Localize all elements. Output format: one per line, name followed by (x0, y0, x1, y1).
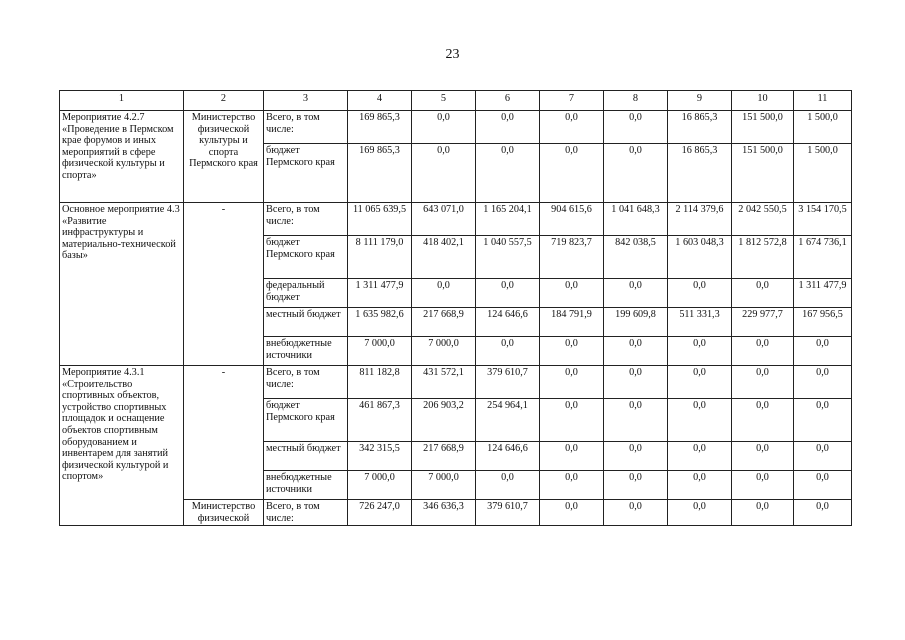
value-cell: 1 311 477,9 (348, 279, 412, 308)
value-cell: 0,0 (794, 399, 852, 442)
value-cell: 0,0 (732, 279, 794, 308)
value-cell: 0,0 (794, 471, 852, 500)
header-cell: 7 (540, 91, 604, 111)
value-cell: 0,0 (732, 366, 794, 399)
funding-source: Всего, в том числе: (264, 111, 348, 144)
value-cell: 1 635 982,6 (348, 308, 412, 337)
value-cell: 0,0 (732, 337, 794, 366)
value-cell: 0,0 (540, 111, 604, 144)
value-cell: 0,0 (732, 471, 794, 500)
value-cell: 254 964,1 (476, 399, 540, 442)
header-cell: 1 (60, 91, 184, 111)
funding-source: федеральный бюджет (264, 279, 348, 308)
value-cell: 431 572,1 (412, 366, 476, 399)
header-cell: 4 (348, 91, 412, 111)
value-cell: 206 903,2 (412, 399, 476, 442)
value-cell: 0,0 (732, 399, 794, 442)
value-cell: 0,0 (668, 471, 732, 500)
value-cell: 842 038,5 (604, 236, 668, 279)
value-cell: 0,0 (668, 500, 732, 526)
value-cell: 0,0 (476, 111, 540, 144)
value-cell: 0,0 (476, 144, 540, 203)
value-cell: 0,0 (540, 399, 604, 442)
value-cell: 0,0 (540, 144, 604, 203)
value-cell: 7 000,0 (348, 337, 412, 366)
value-cell: 0,0 (604, 500, 668, 526)
value-cell: 16 865,3 (668, 144, 732, 203)
value-cell: 217 668,9 (412, 442, 476, 471)
value-cell: 217 668,9 (412, 308, 476, 337)
value-cell: 229 977,7 (732, 308, 794, 337)
value-cell: 0,0 (668, 279, 732, 308)
value-cell: 0,0 (540, 471, 604, 500)
funding-source: бюджет Пермского края (264, 236, 348, 279)
value-cell: 0,0 (540, 366, 604, 399)
value-cell: 0,0 (476, 337, 540, 366)
value-cell: 0,0 (668, 337, 732, 366)
value-cell: 167 956,5 (794, 308, 852, 337)
value-cell: 643 071,0 (412, 203, 476, 236)
value-cell: 379 610,7 (476, 366, 540, 399)
value-cell: 3 154 170,5 (794, 203, 852, 236)
value-cell: 0,0 (604, 337, 668, 366)
value-cell: 0,0 (794, 337, 852, 366)
value-cell: 726 247,0 (348, 500, 412, 526)
table-row (60, 366, 852, 399)
value-cell: 1 500,0 (794, 144, 852, 203)
funding-source: бюджет Пермского края (264, 144, 348, 203)
header-cell: 3 (264, 91, 348, 111)
responsible-executor: Министерство физической (184, 500, 264, 526)
value-cell: 346 636,3 (412, 500, 476, 526)
header-row (60, 91, 852, 111)
value-cell: 8 111 179,0 (348, 236, 412, 279)
value-cell: 1 812 572,8 (732, 236, 794, 279)
activity-name: Основное мероприятие 4.3 «Развитие инфраструктуры и материально-технической базы» (60, 203, 184, 366)
value-cell: 1 311 477,9 (794, 279, 852, 308)
value-cell: 7 000,0 (412, 337, 476, 366)
value-cell: 2 042 550,5 (732, 203, 794, 236)
value-cell: 0,0 (412, 279, 476, 308)
table-row (60, 203, 852, 236)
value-cell: 151 500,0 (732, 144, 794, 203)
value-cell: 124 646,6 (476, 308, 540, 337)
value-cell: 461 867,3 (348, 399, 412, 442)
value-cell: 0,0 (476, 279, 540, 308)
value-cell: 0,0 (668, 399, 732, 442)
header-cell: 9 (668, 91, 732, 111)
value-cell: 0,0 (668, 442, 732, 471)
value-cell: 0,0 (540, 337, 604, 366)
value-cell: 0,0 (732, 500, 794, 526)
value-cell: 0,0 (668, 366, 732, 399)
funding-source: местный бюджет (264, 308, 348, 337)
responsible-executor: - (184, 203, 264, 366)
value-cell: 11 065 639,5 (348, 203, 412, 236)
funding-source: Всего, в том числе: (264, 203, 348, 236)
value-cell: 1 041 648,3 (604, 203, 668, 236)
value-cell: 0,0 (604, 144, 668, 203)
value-cell: 1 603 048,3 (668, 236, 732, 279)
value-cell: 0,0 (604, 111, 668, 144)
value-cell: 184 791,9 (540, 308, 604, 337)
value-cell: 0,0 (604, 366, 668, 399)
value-cell: 16 865,3 (668, 111, 732, 144)
header-cell: 10 (732, 91, 794, 111)
table-row (60, 111, 852, 144)
page-number: 23 (445, 47, 460, 62)
value-cell: 0,0 (540, 442, 604, 471)
funding-source: внебюджетные источники (264, 337, 348, 366)
value-cell: 0,0 (604, 399, 668, 442)
value-cell: 0,0 (794, 366, 852, 399)
value-cell: 151 500,0 (732, 111, 794, 144)
value-cell: 904 615,6 (540, 203, 604, 236)
value-cell: 7 000,0 (412, 471, 476, 500)
value-cell: 169 865,3 (348, 111, 412, 144)
header-cell: 8 (604, 91, 668, 111)
funding-source: внебюджетные источники (264, 471, 348, 500)
value-cell: 7 000,0 (348, 471, 412, 500)
header-cell: 5 (412, 91, 476, 111)
value-cell: 418 402,1 (412, 236, 476, 279)
activity-name: Мероприятие 4.3.1 «Строительство спортивных объектов, устройство спортивных площадок и оснащение объектов спортивным оборудованием и инвентарем для занятий физической культурой и спортом» (60, 366, 184, 526)
value-cell: 124 646,6 (476, 442, 540, 471)
value-cell: 0,0 (604, 471, 668, 500)
funding-source: бюджет Пермского края (264, 399, 348, 442)
budget-table (59, 90, 852, 526)
value-cell: 0,0 (412, 144, 476, 203)
value-cell: 511 331,3 (668, 308, 732, 337)
value-cell: 1 500,0 (794, 111, 852, 144)
value-cell: 2 114 379,6 (668, 203, 732, 236)
value-cell: 0,0 (540, 500, 604, 526)
header-cell: 6 (476, 91, 540, 111)
value-cell: 719 823,7 (540, 236, 604, 279)
value-cell: 379 610,7 (476, 500, 540, 526)
value-cell: 0,0 (604, 279, 668, 308)
activity-name: Мероприятие 4.2.7 «Проведение в Пермском крае форумов и иных мероприятий в сфере физической культуры и спорта» (60, 111, 184, 203)
value-cell: 0,0 (476, 471, 540, 500)
value-cell: 0,0 (732, 442, 794, 471)
value-cell: 811 182,8 (348, 366, 412, 399)
value-cell: 1 040 557,5 (476, 236, 540, 279)
value-cell: 1 674 736,1 (794, 236, 852, 279)
responsible-executor: - (184, 366, 264, 500)
value-cell: 169 865,3 (348, 144, 412, 203)
value-cell: 0,0 (794, 500, 852, 526)
funding-source: Всего, в том числе: (264, 500, 348, 526)
value-cell: 0,0 (540, 279, 604, 308)
value-cell: 199 609,8 (604, 308, 668, 337)
header-cell: 11 (794, 91, 852, 111)
header-cell: 2 (184, 91, 264, 111)
value-cell: 0,0 (412, 111, 476, 144)
value-cell: 342 315,5 (348, 442, 412, 471)
value-cell: 0,0 (794, 442, 852, 471)
value-cell: 0,0 (604, 442, 668, 471)
responsible-executor: Министерство физической культуры и спорта Пермского края (184, 111, 264, 203)
funding-source: местный бюджет (264, 442, 348, 471)
funding-source: Всего, в том числе: (264, 366, 348, 399)
value-cell: 1 165 204,1 (476, 203, 540, 236)
